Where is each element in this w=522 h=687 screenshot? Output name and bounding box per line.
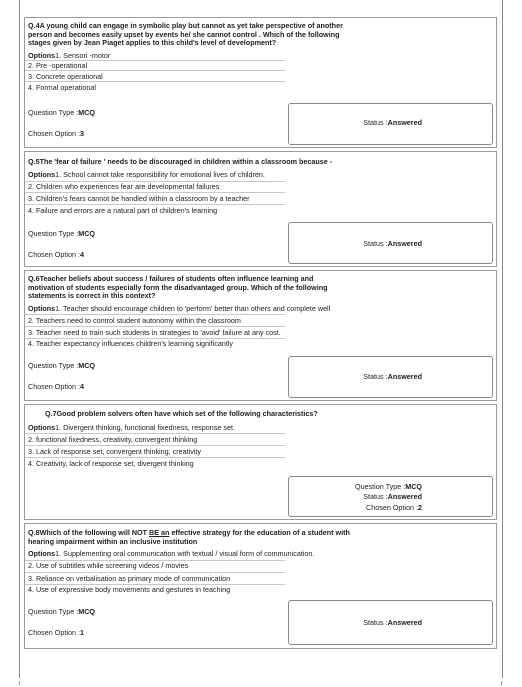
option-1: Options1. Divergent thinking, functional fixedness, response set. [28,423,235,432]
option-3: 3. Lack of response set, convergent thinking, creativity [28,447,201,456]
option-4: 4. Failure and errors are a natural part of children's learning [28,206,218,215]
chosen-option: Chosen Option :1 [28,628,84,637]
question-text: Q.7Good problem solvers often have which set of the following characteristics? [45,409,318,418]
option-1: Options1. Teacher should encourage children to 'perform' better than others and complete well [28,304,331,313]
page-edge-mark [19,681,20,685]
option-1: Options1. Sensori -motor [28,51,111,60]
status-line: Status :Answered [363,492,422,501]
question-type: Question Type :MCQ [28,361,95,370]
chosen-option: Chosen Option :4 [28,250,84,259]
option-2: 2. Pre -operational [28,61,88,70]
option-3: 3. Reliance on verbalisation as primary mode of communication [28,574,231,583]
question-text: Q.8Which of the following will NOT BE an effective strategy for the education of a student with hearing impairment within an inclusive institution [28,528,350,546]
option-3: 3. Children's fears cannot be handled within a classroom by a teacher [28,194,250,203]
option-2: 2. Children who experiences fear are developmental failures [28,182,220,191]
question-type: Question Type :MCQ [355,482,422,491]
chosen-option: Chosen Option :2 [366,503,422,512]
option-2: 2. functional fixedness, creativity, convergent thinking [28,435,198,444]
page-edge-mark [501,681,502,685]
status-box-q8 [288,600,493,645]
chosen-option: Chosen Option :4 [28,382,84,391]
status-line: Status :Answered [363,239,422,248]
option-3: 3. Teacher need to train such students in strategies to 'avoid' failure at any cost. [28,328,281,337]
question-text: Q.5The 'fear of failure ' needs to be discouraged in children within a classroom because - [28,157,333,166]
question-type: Question Type :MCQ [28,607,95,616]
option-4: 4. Creativity, lack of response set, divergent thinking [28,459,194,468]
option-1: Options1. School cannot take responsibility for emotional lives of children. [28,170,265,179]
option-2: 2. Use of subtitles while screening videos / movies [28,561,189,570]
question-text: Q.4A young child can engage in symbolic play but cannot as yet take perspective of another person and becomes easily upset by events he/ she cannot control . Which of the following stages given by Jean Piaget applies to this child's level of development? [28,21,343,48]
question-text: Q.6Teacher beliefs about success / failures of students often influence learning and motivation of students especially form the disadvantaged group. Which of the following statements is correct in this context? [28,274,328,301]
chosen-option: Chosen Option :3 [28,129,84,138]
question-type: Question Type :MCQ [28,108,95,117]
option-4: 4. Formal operational [28,83,96,92]
option-2: 2. Teachers need to control student autonomy within the classroom [28,316,241,325]
status-line: Status :Answered [363,118,422,127]
status-box-q4 [288,103,493,145]
option-4: 4. Use of expressive body movements and gestures in teaching [28,585,231,594]
option-4: 4. Teacher expectancy influences children's learning significantly [28,339,234,348]
option-1: Options1. Supplementing oral communication with textual / visual form of communication. [28,549,315,558]
status-box-q5 [288,222,493,264]
status-line: Status :Answered [363,618,422,627]
status-line: Status :Answered [363,372,422,381]
option-3: 3. Concrete operational [28,72,103,81]
status-box-q6 [288,356,493,398]
question-type: Question Type :MCQ [28,229,95,238]
status-box-q7 [288,476,493,517]
